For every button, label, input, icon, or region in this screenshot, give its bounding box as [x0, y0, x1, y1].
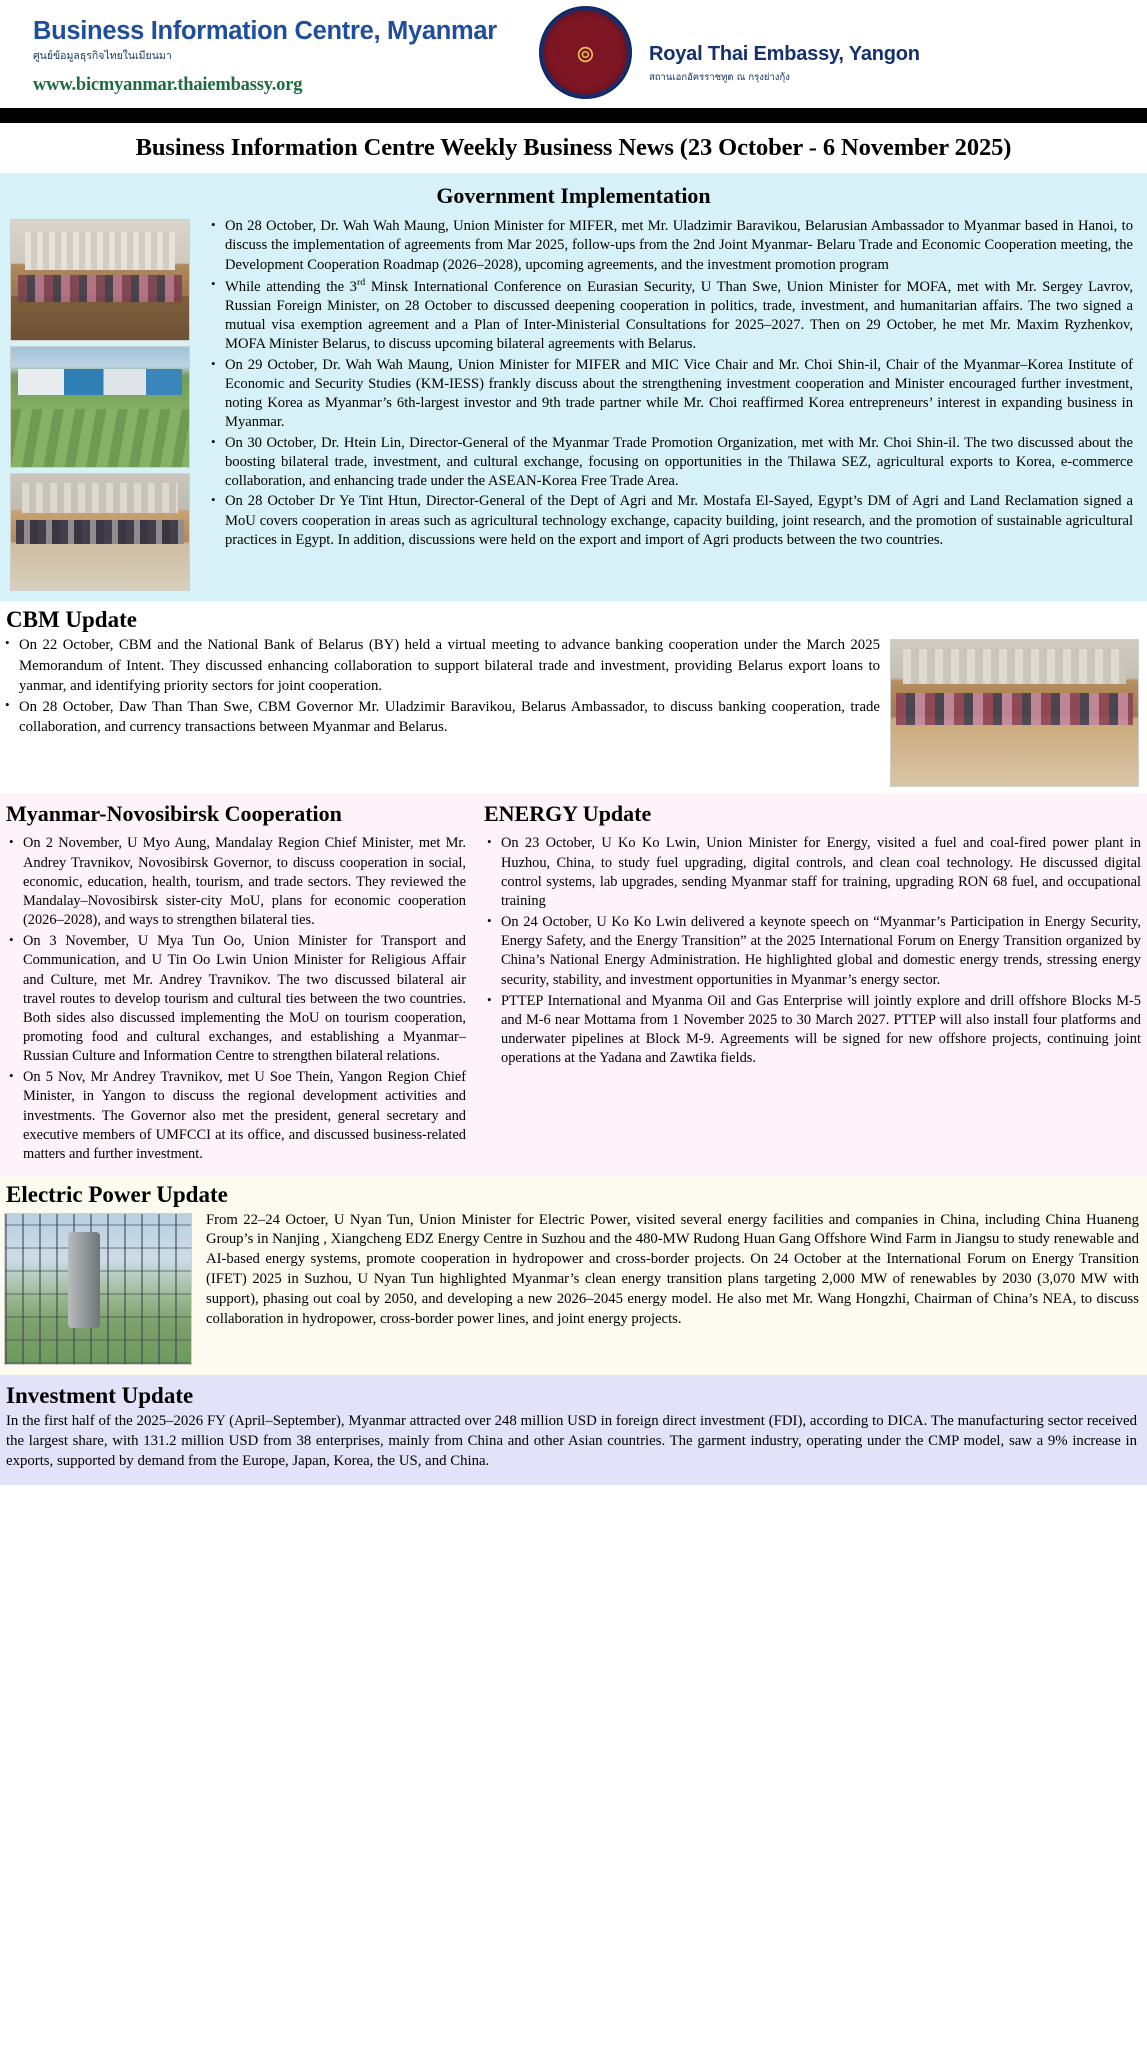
section-investment-update [0, 1375, 1147, 1486]
list-item: • On 5 Nov, Mr Andrey Travnikov, met U Soe Thein, Yangon Region Chief Minister, in Yangon to discuss the regional development activities and investments. The Governor also met the president, general secretary and executive members of UMFCCI at its office, and discussed business-related matters and further investment. [6, 1068, 466, 1164]
brand-block [0, 12, 560, 96]
electric-photo-column [4, 1211, 192, 1365]
cbm-heading: CBM Update [6, 607, 137, 632]
list-item: • On 30 October, Dr. Htein Lin, Director-General of the Myanmar Trade Promotion Organization, met with Mr. Choi Shin-il. The two discussed about the boosting bilateral trade, investment, and cultural exchange, focusing on opportunities in the Thilawa SEZ, agricultural exports to Korea, e-commerce collaboration, and enhancing trade under the ASEAN-Korea Free Trade Area. [208, 434, 1133, 492]
two-column-body [0, 799, 1147, 1166]
investment-heading: Investment Update [6, 1382, 194, 1408]
list-item: • On 22 October, CBM and the National Bank of Belarus (BY) held a virtual meeting to advance banking cooperation under the March 2025 Memorandum of Intent. They discussed enhancing collaboration to support bilateral trade and investment, providing Belarus export loans to yanmar, and identifying priority sectors for joint cooperation. [2, 635, 880, 695]
cbm-bullet-list [2, 635, 880, 737]
meeting-room-photo-1 [10, 219, 190, 341]
brand-title-thai: ศูนย์ข้อมูลธุรกิจไทยในเมียนมา [33, 49, 172, 62]
brand-title: Business Information Centre, Myanmar [33, 17, 497, 45]
list-item: • On 3 November, U Mya Tun Oo, Union Minister for Transport and Communication, and U Tin Oo Lwin Union Minister for Religious Affair and Culture, met Mr. Andrey Travnikov. The two discussed bilateral air travel routes to develop tourism and cultural ties between the two countries. Both sides also discussed implementing the MoU on tourism cooperation, promoting food and cultural exchanges, and establishing a Myanmar–Russian Culture and Information Centre to strengthen bilateral relations. [6, 932, 466, 1066]
list-item: • On 24 October, U Ko Ko Lwin delivered a keynote speech on “Myanmar’s Participation in Energy Security, Energy Safety, and the Energy Transition” at the 2025 International Forum on Energy Transition organized by China’s National Energy Administration. He highlighted global and domestic energy trends, stressing energy security, stability, and investment opportunities in Myanmar’s energy sector. [484, 913, 1141, 990]
page-title: Business Information Centre Weekly Business News (23 October - 6 November 2025) [135, 134, 1012, 161]
electric-paragraph: From 22–24 Octoer, U Nyan Tun, Union Minister for Electric Power, visited several energy facilities and companies in China, including China Huaneng Group’s in Nanjing , Xiangcheng EDZ Energy Centre in Suzhou and the 480-MW Rudong Huan Gang Offshore Wind Farm in Jiangsu to study renewable and AI-based energy systems, promote cooperation in hydropower and cross-border projects. On 24 October at the International Forum on Energy Transition (IFET) 2025 in Suzhou, U Nyan Tun highlighted Myanmar’s clean energy transition plans targeting 2,000 MW of renewables by 2030 (3,070 MW with support), phasing out coal by 2050, and developing a new 2026–2045 energy model. He also met Mr. Wang Hongzhi, Chairman of China’s NEA, to discuss collaboration in hydropower, cross-border power lines, and joint energy projects. [206, 1211, 1139, 1327]
investment-paragraph: In the first half of the 2025–2026 FY (April–September), Myanmar attracted over 248 million USD in foreign direct investment (FDI), according to DICA. The manufacturing sector received the largest share, with 131.2 million USD from 38 enterprises, mainly from China and other Asian countries. The garment industry, operating under the CMP model, saw a 9% increase in exports, supported by demand from the Europe, Japan, Korea, the US, and China. [6, 1412, 1137, 1470]
power-substation-photo [4, 1213, 192, 1365]
section-electric-power-update [0, 1176, 1147, 1374]
cbm-meeting-photo [890, 639, 1139, 787]
list-item: • On 2 November, U Myo Aung, Mandalay Region Chief Minister, met Mr. Andrey Travnikov, Novosibirsk Governor, to discuss cooperation in social, economic, education, health, tourism, and trade sectors. They reviewed the Mandalay–Novosibirsk sister-city MoU, plans for economic cooperation (2026–2028), and ways to strengthen bilateral ties. [6, 834, 466, 930]
energy-column [476, 799, 1141, 1166]
energy-bullet-list [484, 834, 1141, 1068]
cbm-photo-column [890, 635, 1139, 787]
section-government-implementation [0, 173, 1147, 601]
garuda-icon: ๏ [556, 23, 616, 83]
royal-thai-emblem-icon [539, 6, 632, 99]
novosibirsk-heading: Myanmar-Novosibirsk Cooperation [6, 801, 342, 827]
industrial-zone-aerial-photo [10, 346, 190, 468]
section-two-column [0, 793, 1147, 1176]
electric-heading: Electric Power Update [6, 1182, 228, 1208]
website-url[interactable]: www.bicmyanmar.thaiembassy.org [33, 75, 303, 96]
list-item: • On 28 October Dr Ye Tint Htun, Director-General of the Dept of Agri and Mr. Mostafa El-Sayed, Egypt’s DM of Agri and Land Reclamation signed a MoU covers cooperation in areas such as agricultural technology exchange, capacity building, joint research, and the promotion of sustainable agricultural practices in Egypt. In addition, discussions were held on the export and import of Agri products between the two countries. [208, 492, 1133, 550]
list-item: • While attending the 3rd Minsk International Conference on Eurasian Security, U Than Swe, Union Minister for MOFA, met with Mr. Sergey Lavrov, Russian Foreign Minister, on 28 October to discussed deepening cooperation in politics, trade, investment, and humanitarian affairs. The two signed a mutual visa exemption agreement and a Plan of Inter-Ministerial Consultations for 2025–2027. Then on 29 October, he met Mr. Maxim Ryzhenkov, MOFA Minister Belarus, to discuss upcoming bilateral agreements with Belarus. [208, 276, 1133, 355]
government-heading: Government Implementation [436, 183, 711, 208]
section-cbm-update [0, 601, 1147, 793]
energy-heading: ENERGY Update [484, 801, 652, 827]
embassy-title: Royal Thai Embassy, Yangon [649, 42, 920, 65]
list-item: • On 28 October, Dr. Wah Wah Maung, Union Minister for MIFER, met Mr. Uladzimir Baravikou, Belarusian Ambassador to Myanmar based in Hanoi, to discuss the implementation of agreements from Mar 2025, follow-ups from the 2nd Joint Myanmar- Belaru Trade and Economic Cooperation meeting, the Development Cooperation Roadmap (2026–2028), upcoming agreements, and the investment promotion program [208, 217, 1133, 275]
list-item: • On 28 October, Daw Than Than Swe, CBM Governor Mr. Uladzimir Baravikou, Belarus Ambassador, to discuss banking cooperation, trade collaboration, and currency transactions between Myanmar and Belarus. [2, 697, 880, 737]
meeting-room-photo-2 [10, 473, 190, 591]
electric-body [0, 1211, 1147, 1365]
government-photo-column [10, 217, 190, 591]
embassy-block [539, 6, 920, 99]
cbm-body [0, 635, 1147, 787]
government-body [0, 217, 1147, 591]
novosibirsk-column [6, 799, 476, 1166]
masthead [0, 0, 1147, 108]
list-item: • On 23 October, U Ko Ko Lwin, Union Minister for Energy, visited a fuel and coal-fired power plant in Huzhou, China, to study fuel upgrading, digital controls, and clean coal technology. He discussed digital control systems, lab upgrades, sending Myanmar staff for training, upgrading RON 68 fuel, and occupational training [484, 834, 1141, 911]
header-divider-bar [0, 108, 1147, 123]
embassy-text-block [649, 21, 920, 85]
embassy-title-thai: สถานเอกอัครราชทูต ณ กรุงย่างกุ้ง [649, 71, 790, 83]
novosibirsk-bullet-list [6, 834, 466, 1164]
government-bullet-list [208, 217, 1133, 550]
list-item: • On 29 October, Dr. Wah Wah Maung, Union Minister for MIFER and MIC Vice Chair and Mr. Choi Shin-il, Chair of the Myanmar–Korea Institute of Economic and Security Studies (KM-IESS) frankly discuss about the strengthening investment cooperation and Minister encouraged further investment, noting Korea as Myanmar’s 6th-largest investor and 9th trade partner while Mr. Choi reaffirmed Korea entrepreneurs’ interest in expanding business in Myanmar. [208, 356, 1133, 433]
list-item: • PTTEP International and Myanma Oil and Gas Enterprise will jointly explore and drill offshore Blocks M-5 and M-6 near Mottama from 1 November 2025 to 30 March 2027. PTTEP will also install four platforms and underwater pipelines at Block M-9. Agreements will be signed for new offshore projects, continuing joint operations at the Yadana and Zawtika fields. [484, 992, 1141, 1069]
government-text-column [190, 217, 1137, 551]
cbm-text-column [2, 635, 890, 738]
